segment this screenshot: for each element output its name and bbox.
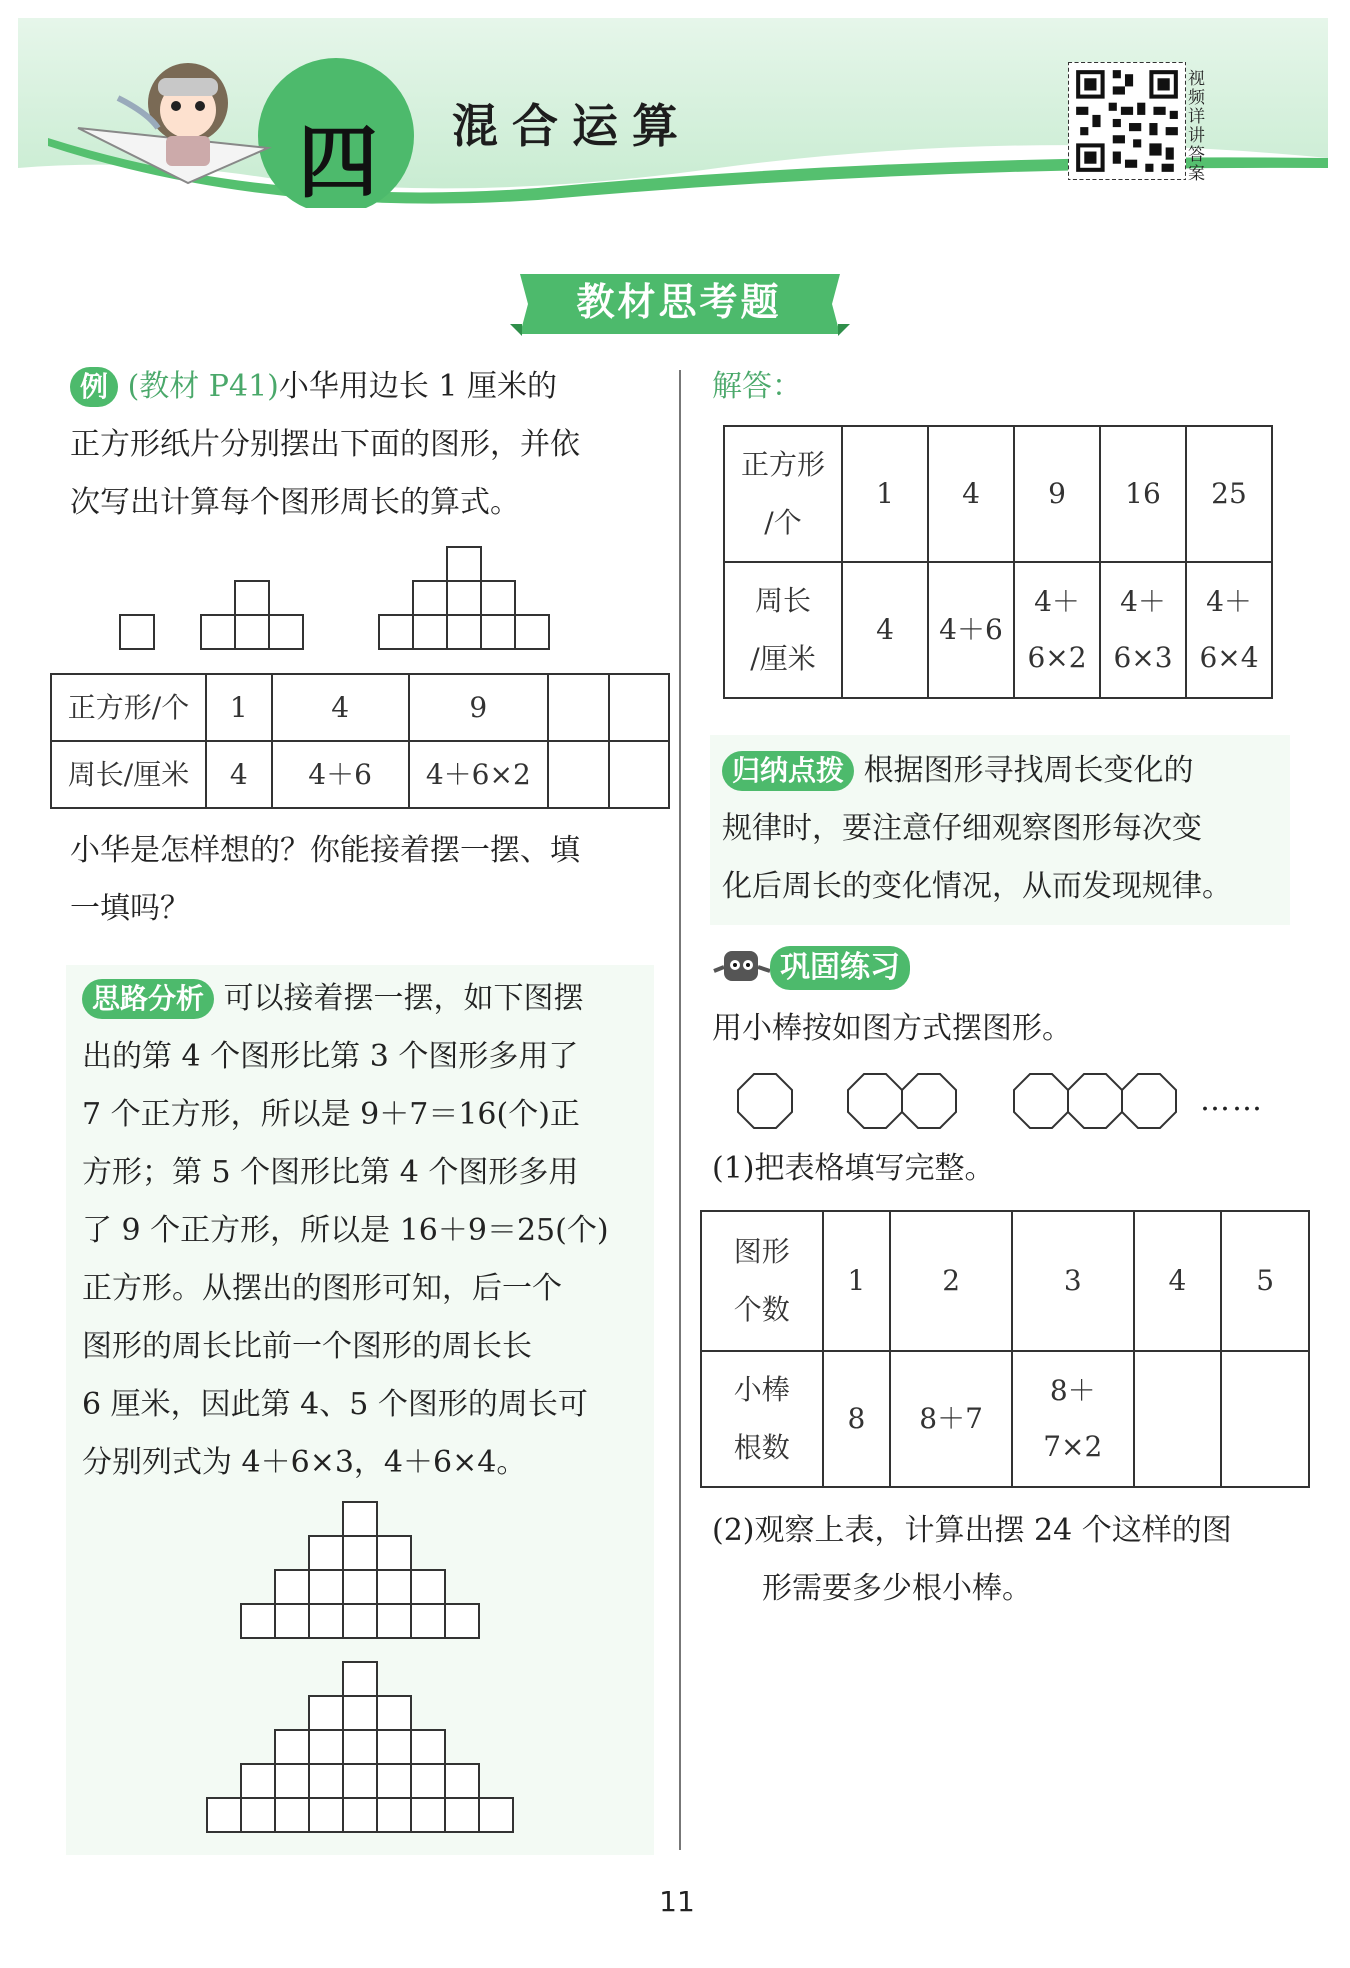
unit-square — [343, 1570, 377, 1604]
answer-blank-cell[interactable] — [1221, 1351, 1309, 1487]
unit-square — [343, 1764, 377, 1798]
practice-intro: 用小棒按如图方式摆图形。 — [712, 1011, 1072, 1046]
practice-table — [700, 1210, 1310, 1488]
question-2-line2: 形需要多少根小棒。 — [762, 1571, 1032, 1606]
row-head: 个数 — [733, 1293, 790, 1326]
octagon-shape — [848, 1074, 902, 1128]
summary-line: 根据图形寻找周长变化的 — [863, 753, 1194, 788]
table-cell: 9 — [1014, 426, 1100, 562]
table-cell: 4＋ — [1206, 585, 1252, 618]
analysis-block — [82, 970, 662, 1492]
table-cell: 6×3 — [1113, 641, 1173, 674]
table-cell: 8＋ — [1049, 1374, 1096, 1407]
table-cell — [548, 674, 609, 741]
table-cell: 25 — [1186, 426, 1272, 562]
unit-square — [377, 1604, 411, 1638]
table-cell: 8 — [847, 1402, 866, 1435]
unit-square — [445, 1798, 479, 1832]
unit-square — [411, 1604, 445, 1638]
unit-number: 四 — [298, 116, 378, 209]
answer-blank-cell: 4 — [1134, 1211, 1222, 1351]
octagon-shape — [1068, 1074, 1122, 1128]
analysis-line: 图形的周长比前一个图形的周长长 — [82, 1329, 532, 1364]
example-text-line3: 次写出计算每个图形周长的算式。 — [70, 485, 520, 520]
unit-square — [275, 1730, 309, 1764]
table-cell — [609, 674, 669, 741]
unit-square — [309, 1570, 343, 1604]
unit-square — [343, 1604, 377, 1638]
table-cell — [548, 741, 609, 808]
unit-square — [275, 1570, 309, 1604]
answer-blank-cell: 5 — [1221, 1211, 1309, 1351]
unit-title: 混合运算 — [452, 99, 692, 153]
table-cell: 16 — [1100, 426, 1186, 562]
qr-code[interactable] — [1068, 62, 1186, 180]
table-cell: 周长/厘米 — [51, 741, 206, 808]
unit-square — [411, 1764, 445, 1798]
table-cell: 4＋6×2 — [409, 741, 548, 808]
unit-square — [207, 1798, 241, 1832]
table-cell: 4 — [928, 426, 1014, 562]
example-text-line1: 小华用边长 1 厘米的 — [278, 369, 558, 404]
robot-mascot-icon — [712, 945, 772, 989]
table-cell: 1 — [842, 426, 928, 562]
unit-square — [343, 1502, 377, 1536]
octagon-shape — [738, 1074, 792, 1128]
table-cell: 3 — [1012, 1211, 1134, 1351]
row-head: 根数 — [733, 1431, 790, 1464]
example-question — [70, 822, 670, 938]
row-head: /厘米 — [750, 642, 816, 675]
row-head: 周长 — [754, 584, 811, 617]
table-cell: 8＋7 — [919, 1402, 983, 1435]
example-text-line2: 正方形纸片分别摆出下面的图形，并依 — [70, 427, 580, 462]
question-1: (1)把表格填写完整。 — [712, 1151, 995, 1186]
answer-label: 解答： — [712, 369, 802, 404]
unit-square — [479, 1798, 513, 1832]
question-line2: 一填吗？ — [70, 891, 190, 926]
unit-square — [275, 1798, 309, 1832]
summary-line: 化后周长的变化情况，从而发现规律。 — [722, 869, 1232, 904]
row-head: 小棒 — [733, 1373, 790, 1406]
example-table — [50, 673, 670, 809]
example-tag: 例 — [70, 367, 118, 407]
unit-square — [411, 1570, 445, 1604]
column-divider — [679, 370, 681, 1850]
unit-square — [411, 1798, 445, 1832]
analysis-tag: 思路分析 — [82, 979, 214, 1019]
question-2 — [712, 1502, 1312, 1618]
example-source: (教材 P41) — [127, 369, 279, 404]
analysis-line: 7 个正方形，所以是 9＋7＝16(个)正 — [82, 1097, 580, 1132]
unit-square — [377, 1764, 411, 1798]
page-number: 11 — [659, 1885, 695, 1918]
unit-square — [377, 1798, 411, 1832]
square-figures-1-to-3 — [110, 535, 610, 655]
table-cell: 1 — [823, 1211, 891, 1351]
table-cell: 4 — [876, 613, 894, 646]
analysis-line: 6 厘米，因此第 4、5 个图形的周长可 — [82, 1387, 588, 1422]
analysis-line: 了 9 个正方形，所以是 16＋9＝25(个) — [82, 1213, 609, 1248]
unit-square — [377, 1570, 411, 1604]
unit-square — [309, 1730, 343, 1764]
section-label: 教材思考题 — [576, 280, 782, 324]
unit-square — [445, 1764, 479, 1798]
question-2-line1: (2)观察上表，计算出摆 24 个这样的图 — [712, 1513, 1232, 1548]
summary-block — [722, 742, 1292, 916]
unit-square — [241, 1798, 275, 1832]
example-block — [70, 358, 670, 532]
unit-square — [343, 1536, 377, 1570]
summary-line: 规律时，要注意仔细观察图形每次变 — [722, 811, 1202, 846]
octagon-shape — [1014, 1074, 1068, 1128]
row-head: 图形 — [733, 1235, 790, 1268]
unit-square — [241, 1764, 275, 1798]
table-cell — [609, 741, 669, 808]
table-cell: 4 — [206, 741, 272, 808]
unit-square — [309, 1798, 343, 1832]
unit-square — [411, 1730, 445, 1764]
analysis-line: 出的第 4 个图形比第 3 个图形多用了 — [82, 1039, 579, 1074]
table-cell: 7×2 — [1043, 1430, 1103, 1463]
octagon-shape — [902, 1074, 956, 1128]
ellipsis: …… — [1200, 1083, 1264, 1118]
row-head: 正方形 — [740, 448, 825, 481]
unit-square — [377, 1730, 411, 1764]
unit-square — [343, 1730, 377, 1764]
unit-square — [343, 1662, 377, 1696]
table-cell: 4＋ — [1120, 585, 1166, 618]
unit-square — [445, 1604, 479, 1638]
analysis-line: 可以接着摆一摆，如下图摆 — [223, 981, 584, 1016]
table-cell: 9 — [409, 674, 548, 741]
table-cell: 4＋6 — [939, 613, 1003, 646]
table-cell: 1 — [206, 674, 272, 741]
answer-table — [723, 425, 1273, 699]
unit-square — [275, 1764, 309, 1798]
unit-square — [343, 1696, 377, 1730]
row-head: /个 — [764, 506, 802, 539]
unit-square — [309, 1696, 343, 1730]
practice-tag: 巩固练习 — [770, 946, 910, 990]
unit-square — [275, 1604, 309, 1638]
octagon-shape — [1122, 1074, 1176, 1128]
unit-square — [343, 1798, 377, 1832]
table-cell: 4 — [272, 674, 409, 741]
unit-square — [309, 1764, 343, 1798]
summary-tag: 归纳点拨 — [722, 751, 854, 791]
table-cell: 6×2 — [1027, 641, 1087, 674]
unit-square — [309, 1536, 343, 1570]
unit-square — [241, 1604, 275, 1638]
question-line1: 小华是怎样想的？你能接着摆一摆、填 — [70, 833, 580, 868]
unit-square — [309, 1604, 343, 1638]
analysis-line: 分别列式为 4＋6×3，4＋6×4。 — [82, 1445, 527, 1480]
qr-caption: 视频详讲答案 — [1188, 69, 1205, 184]
analysis-line: 正方形。从摆出的图形可知，后一个 — [82, 1271, 562, 1306]
table-cell: 6×4 — [1199, 641, 1259, 674]
table-cell: 4＋ — [1034, 585, 1080, 618]
analysis-line: 方形；第 5 个图形比第 4 个图形多用 — [82, 1155, 579, 1190]
table-cell: 正方形/个 — [51, 674, 206, 741]
answer-blank-cell[interactable] — [1134, 1351, 1222, 1487]
table-cell: 4＋6 — [272, 741, 409, 808]
table-cell: 2 — [890, 1211, 1012, 1351]
unit-square — [377, 1536, 411, 1570]
unit-square — [377, 1696, 411, 1730]
square-figures-4-and-5 — [200, 1500, 540, 1840]
